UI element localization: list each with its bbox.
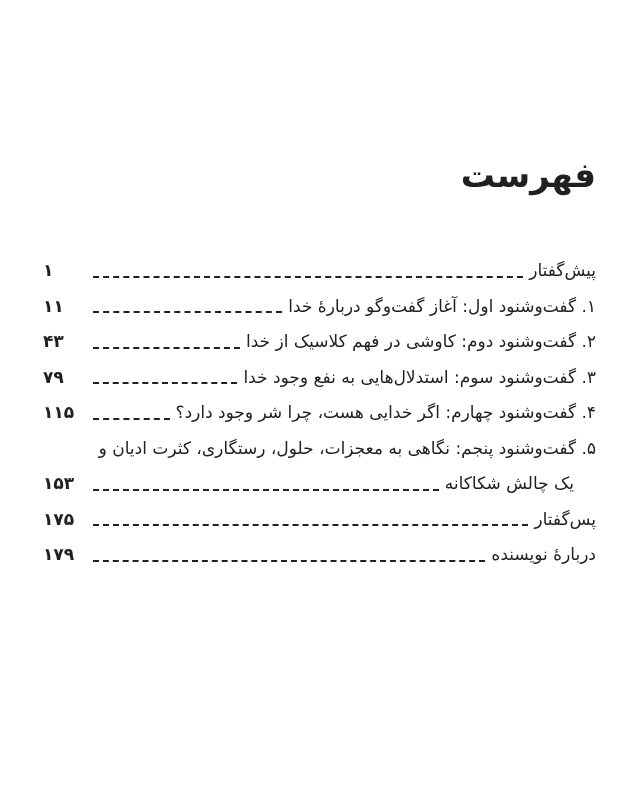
toc-entry-dialogue-4[interactable] (43, 396, 596, 432)
toc-entry-page-number: ۷۹ (43, 367, 64, 388)
toc-entry-title: ۲. گفت‌وشنود دوم: کاوشی در فهم کلاسیک از خدا (246, 332, 596, 353)
toc-entry-title: پس‌گفتار (534, 509, 596, 530)
toc-entry-about-author[interactable] (43, 538, 596, 574)
toc-entry-title: ۵. گفت‌وشنود پنجم: نگاهی به معجزات، حلول، رستگاری، کثرت ادیان و (98, 438, 596, 459)
toc-entry-title: ۱. گفت‌وشنود اول: آغاز گفت‌وگو دربارهٔ خدا (288, 296, 596, 317)
toc-entry-title: پیش‌گفتار (529, 261, 596, 282)
toc-dot-leader (93, 524, 528, 526)
toc-entry-preface[interactable] (43, 254, 596, 290)
toc-dot-leader (93, 418, 170, 420)
toc-entry-page-number: ۱۵۳ (43, 474, 75, 495)
toc-dot-leader (93, 347, 240, 349)
toc-dot-leader (93, 560, 485, 562)
toc-dot-leader (93, 382, 237, 384)
toc-entry-page-number: ۱۷۹ (43, 545, 75, 566)
toc-entry-page-number: ۱۱ (43, 296, 64, 317)
toc-heading: فهرست (460, 156, 596, 196)
toc-entry-page-number: ۱۷۵ (43, 509, 75, 530)
toc-entry-dialogue-3[interactable] (43, 361, 596, 397)
toc-dot-leader (93, 311, 282, 313)
toc-entry-dialogue-5[interactable] (43, 432, 596, 468)
toc-entry-title: دربارهٔ نویسنده (491, 545, 596, 566)
toc-entry-page-number: ۱ (43, 261, 54, 282)
toc-entry-dialogue-2[interactable] (43, 325, 596, 361)
toc-entry-afterword[interactable] (43, 503, 596, 539)
toc-list (43, 254, 596, 574)
toc-dot-leader (93, 489, 439, 491)
toc-entry-title: ۳. گفت‌وشنود سوم: استدلال‌هایی به نفع وجود خدا (243, 367, 596, 388)
toc-entry-page-number: ۴۳ (43, 332, 64, 353)
toc-entry-dialogue-1[interactable] (43, 290, 596, 326)
toc-dot-leader (93, 276, 523, 278)
toc-entry-title: ۴. گفت‌وشنود چهارم: اگر خدایی هست، چرا شر وجود دارد؟ (175, 403, 596, 424)
toc-entry-dialogue-5-continued[interactable] (43, 467, 596, 503)
toc-entry-page-number: ۱۱۵ (43, 403, 75, 424)
toc-entry-title-continuation: یک چالش شکاکانه (444, 474, 574, 495)
